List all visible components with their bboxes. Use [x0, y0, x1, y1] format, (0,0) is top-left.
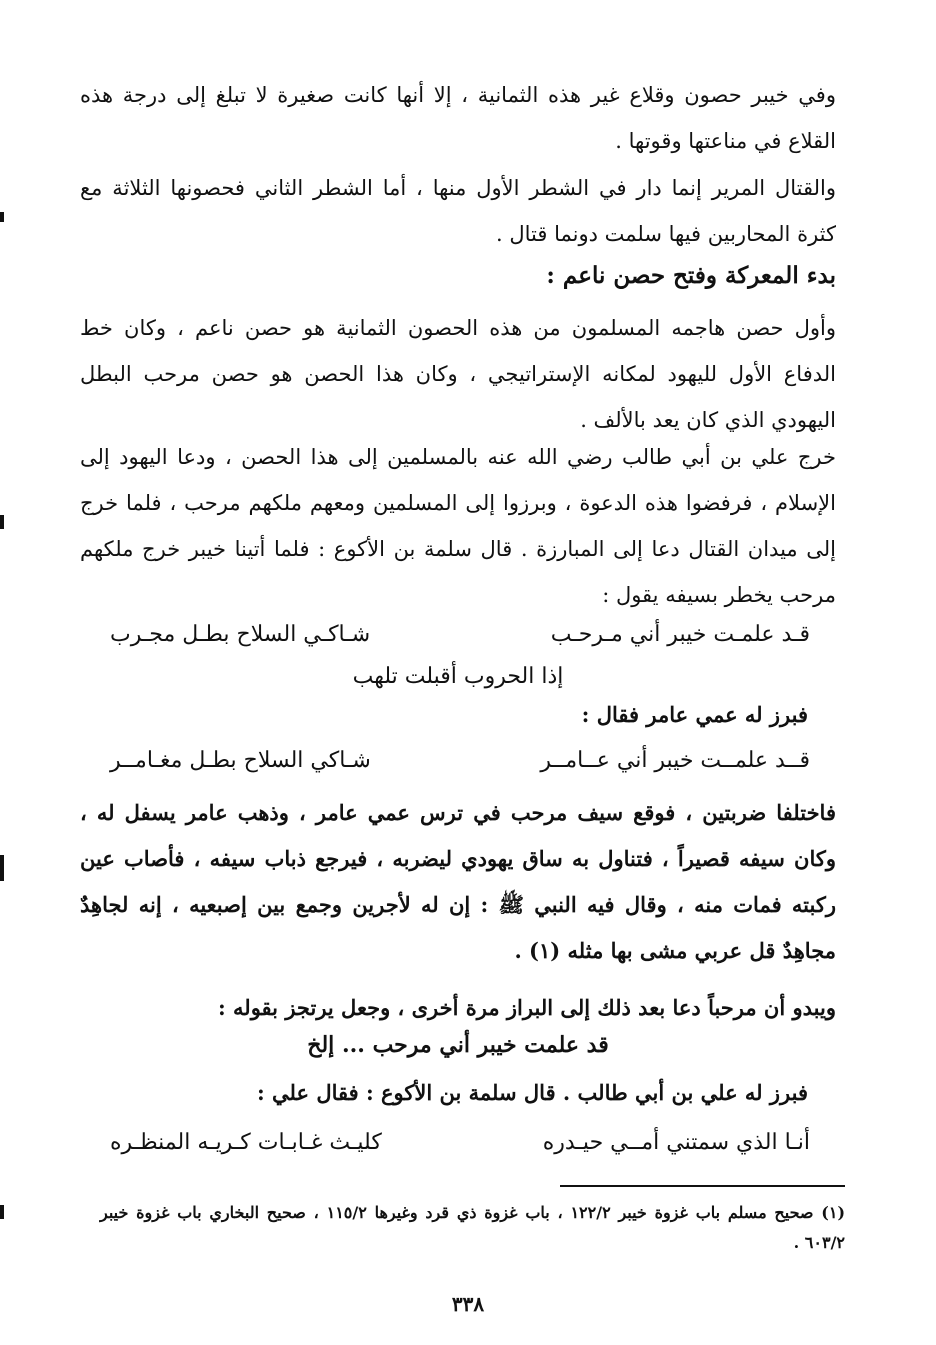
scan-edge-mark [0, 515, 4, 529]
verse-first-hemistich: أنـا الذي سمتني أمــي حيـدره [542, 1130, 810, 1155]
footnote-divider [560, 1185, 845, 1187]
paragraph-amir-challenge: فبرز له عمي عامر فقال : [581, 702, 808, 727]
verse-marhab [110, 622, 810, 662]
paragraph-khaybar-forts: وفي خيبر حصون وقلاع غير هذه الثمانية ، إلا أنها كانت صغيرة لا تبلغ إلى درجة هذه القلاع في مناعتها وقوتها . [80, 83, 836, 153]
paragraph-naim-fort: وأول حصن هاجمه المسلمون من هذه الحصون الثمانية هو حصن ناعم ، وكان خط الدفاع الأول لليهود لمكانه الإستراتيجي ، وكان هذا الحصن هو حصن مرحب البطل اليهودي الذي كان يعد بالألف . [80, 316, 836, 432]
verse-second-hemistich: كليـث غـابـات كـريـه المنظـره [110, 1130, 382, 1155]
verse-first-hemistich: قــد علمــت خيبر أني عــامــر [540, 748, 810, 773]
scan-edge-mark [0, 1205, 4, 1219]
paragraph-marhab-again: ويبدو أن مرحباً دعا بعد ذلك إلى البراز مرة أخرى ، وجعل يرتجز بقوله : [217, 995, 836, 1020]
verse-marhab-repeat: قد علمت خيبر أني مرحب ... إلخ [307, 1032, 609, 1058]
paragraph-ali-marhab: خرج علي بن أبي طالب رضي الله عنه بالمسلمين إلى هذا الحصن ، ودعا اليهود إلى الإسلام ، فرفضوا هذه الدعوة ، وبرزوا إلى المسلمين ومعهم ملكهم مرحب ، فلما خرج إلى ميدان القتال دعا إلى المبارزة . قال سلمة بن الأكوع : فلما أتينا خيبر خرج ملكهم مرحب يخطر بسيفه يقول : [80, 445, 836, 607]
scan-edge-mark [0, 212, 4, 222]
verse-second-hemistich: شـاكـي السلاح بطـل مجـرب [110, 622, 371, 647]
scan-edge-mark [0, 855, 4, 881]
footnote: (١) صحيح مسلم باب غزوة خيبر ١٢٢/٢ ، باب غزوة ذي قرد وغيرها ١١٥/٢ ، صحيح البخاري باب غزوة خيبر ٦٠٣/٢ . [100, 1203, 846, 1252]
paragraph-bitter-fighting: والقتال المرير إنما دار في الشطر الأول منها ، أما الشطر الثاني فحصونها الثلاثة مع كثرة المحاربين فيها سلمت دونما قتال . [80, 176, 836, 246]
verse-second-hemistich: شـاكي السلاح بطـل مغـامــر [110, 748, 371, 773]
paragraph-duel: فاختلفا ضربتين ، فوقع سيف مرحب في ترس عمي عامر ، وذهب عامر يسفل له ، وكان سيفه قصيراً ، فتناول به ساق يهودي ليضربه ، فيرجع ذباب سيفه ، فأصاب عين ركبته فمات منه ، وقال فيه النبي ﷺ : إن له لأجرين وجمع بين إصبعيه ، إنه لجاهِدٌ مجاهِدٌ قل عربي مشى بها مثله (١) . [80, 800, 836, 963]
verse-first-hemistich: قـد علمـت خيبر أني مـرحـب [550, 622, 810, 647]
verse-tail: إذا الحروب أقبلت تلهب [352, 664, 564, 689]
page-number: ٣٣٨ [451, 1292, 485, 1316]
paragraph-ali-challenge: فبرز له علي بن أبي طالب . قال سلمة بن الأكوع : فقال علي : [256, 1080, 808, 1105]
verse-amir [110, 748, 810, 788]
section-heading: بدء المعركة وفتح حصن ناعم : [546, 262, 836, 289]
verse-ali [110, 1130, 810, 1170]
